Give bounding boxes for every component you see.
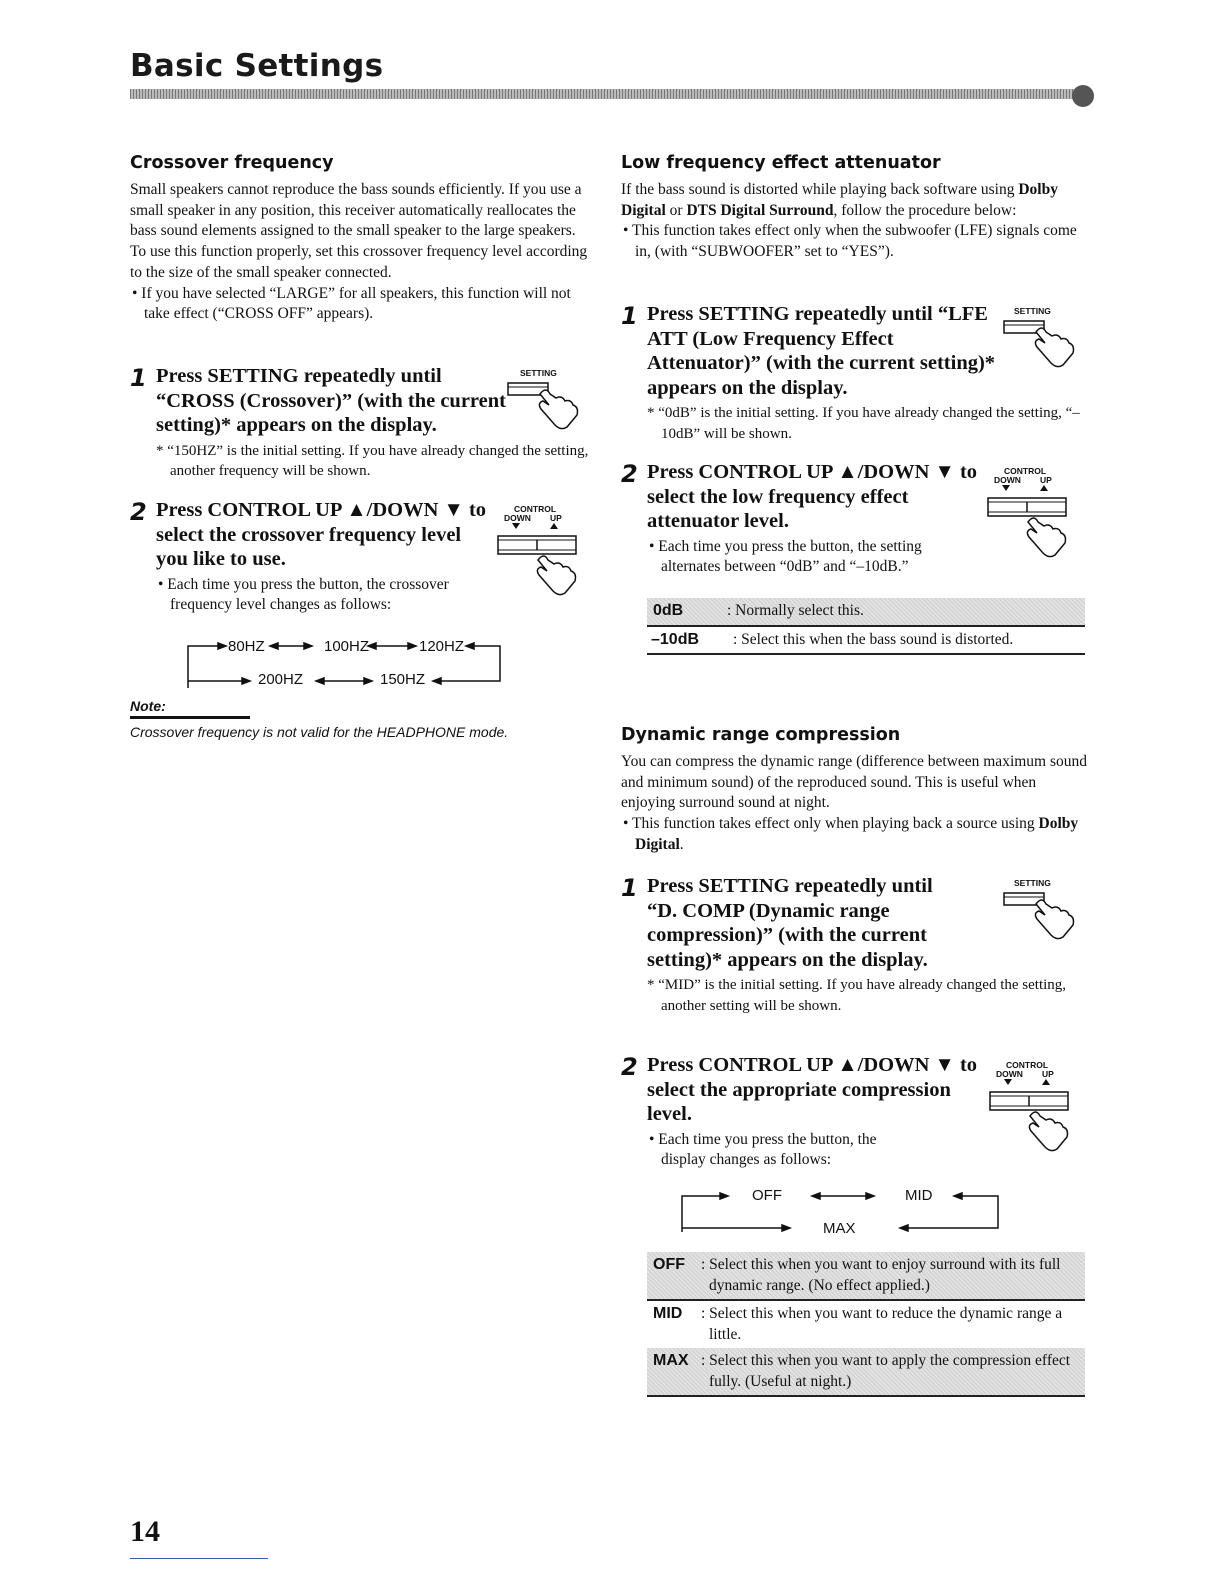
step-sub: • Each time you press the button, the crossover frequency level changes as follows: — [158, 575, 449, 614]
step-heading: Press SETTING repeatedly until “D. COMP (Dynamic range compression)” (with the current setting)* appears on the display. — [647, 875, 933, 971]
step-number: 2 — [621, 460, 638, 488]
hand-press-icon — [996, 888, 1080, 948]
step-heading: Press SETTING repeatedly until “CROSS (Crossover)” (with the current setting)* appears on the display. — [156, 365, 506, 436]
option-key: MID — [653, 1305, 683, 1322]
lfe-options-table — [647, 598, 1085, 655]
option-desc: : Normally select this. — [727, 602, 864, 619]
title-rule-dot — [1072, 85, 1094, 107]
drc-cycle-diagram — [680, 1186, 1002, 1238]
step-number: 2 — [130, 498, 147, 526]
lfe-para1: If the bass sound is distorted while playing back software using Dolby Digital or DTS Digital Surround, follow the procedure below: — [621, 181, 1058, 219]
step-number: 1 — [621, 874, 638, 902]
option-desc: : Select this when you want to reduce the dynamic range a little. — [701, 1305, 1063, 1343]
up-down-hand-icon — [986, 484, 1076, 564]
cycle-item: MID — [905, 1187, 933, 1204]
lfe-bullet: • This function takes effect only when the subwoofer (LFE) signals come in, (with “SUBWOOFER” set to “YES”). — [623, 222, 1077, 261]
note-rule — [130, 716, 250, 719]
page-title: Basic Settings — [130, 48, 384, 84]
title-rule — [130, 89, 1082, 99]
up-down-hand-icon — [988, 1078, 1078, 1158]
option-row — [647, 1348, 1085, 1395]
cycle-item: MAX — [823, 1220, 856, 1237]
step-note: * “150HZ” is the initial setting. If you have already changed the setting, another frequency will be shown. — [156, 442, 589, 479]
step-heading: Press SETTING repeatedly until “LFE ATT (Low Frequency Effect Attenuator)” (with the current setting)* appears on the display. — [647, 303, 996, 399]
drc-options-table — [647, 1252, 1085, 1397]
step-note: * “0dB” is the initial setting. If you have already changed the setting, “–10dB” will be shown. — [647, 405, 1080, 442]
option-desc: : Select this when you want to apply the compression effect fully. (Useful at night.) — [701, 1352, 1071, 1390]
option-desc: : Select this when you want to enjoy surround with its full dynamic range. (No effect applied.) — [701, 1256, 1061, 1294]
step-sub: • Each time you press the button, the setting alternates between “0dB” and “–10dB.” — [649, 537, 922, 576]
cycle-item: 100HZ — [324, 638, 370, 655]
crossover-cycle-diagram — [186, 636, 516, 692]
crossover-heading: Crossover frequency — [130, 153, 334, 173]
crossover-para2: To use this function properly, set this crossover frequency level according to the size of the small speaker connected. — [130, 243, 588, 281]
option-row — [647, 598, 1085, 625]
option-desc: : Select this when the bass sound is distorted. — [733, 630, 1014, 648]
option-row — [647, 1252, 1085, 1299]
note-text: Crossover frequency is not valid for the HEADPHONE mode. — [130, 724, 509, 740]
step-number: 1 — [621, 302, 638, 330]
cycle-item: 80HZ — [228, 638, 265, 655]
hand-press-icon — [996, 316, 1080, 376]
option-row — [647, 625, 1085, 654]
lfe-heading: Low frequency effect attenuator — [621, 153, 941, 173]
option-key: –10dB — [651, 630, 700, 648]
up-down-hand-icon — [496, 522, 586, 602]
note-label: Note: — [130, 698, 166, 714]
cycle-item: OFF — [752, 1187, 782, 1204]
option-key: OFF — [653, 1256, 685, 1273]
step-heading: Press CONTROL UP ▲/DOWN ▼ to select the crossover frequency level you like to use. — [156, 499, 487, 570]
step-heading: Press CONTROL UP ▲/DOWN ▼ to select the low frequency effect attenuator level. — [647, 461, 978, 532]
step-sub: • Each time you press the button, the display changes as follows: — [649, 1130, 877, 1169]
option-row — [647, 1299, 1085, 1348]
option-key: 0dB — [653, 602, 684, 619]
drc-para1: You can compress the dynamic range (difference between maximum sound and minimum sound) of the reproduced sound. This is useful when enjoying surround sound at night. — [621, 753, 1088, 812]
step-note: * “MID” is the initial setting. If you have already changed the setting, another setting will be shown. — [647, 977, 1067, 1014]
step-number: 1 — [130, 364, 147, 392]
crossover-para1: Small speakers cannot reproduce the bass sounds efficiently. If you use a small speaker in any position, this receiver automatically reallocates the bass sound elements assigned to the small speaker to the large speakers. — [130, 181, 582, 240]
step-number: 2 — [621, 1053, 638, 1081]
crossover-bullet: • If you have selected “LARGE” for all speakers, this function will not take effect (“CROSS OFF” appears). — [132, 284, 571, 323]
page-number-rule — [130, 1558, 268, 1559]
cycle-item: 200HZ — [258, 671, 304, 688]
drc-bullet: • This function takes effect only when playing back a source using Dolby Digital. — [623, 815, 1079, 853]
cycle-item: 150HZ — [380, 671, 426, 688]
drc-heading: Dynamic range compression — [621, 725, 901, 745]
cycle-item: 120HZ — [419, 638, 465, 655]
page-number: 14 — [130, 1515, 160, 1548]
hand-press-icon — [500, 378, 584, 438]
step-heading: Press CONTROL UP ▲/DOWN ▼ to select the appropriate compression level. — [647, 1054, 978, 1125]
option-key: MAX — [653, 1352, 689, 1369]
